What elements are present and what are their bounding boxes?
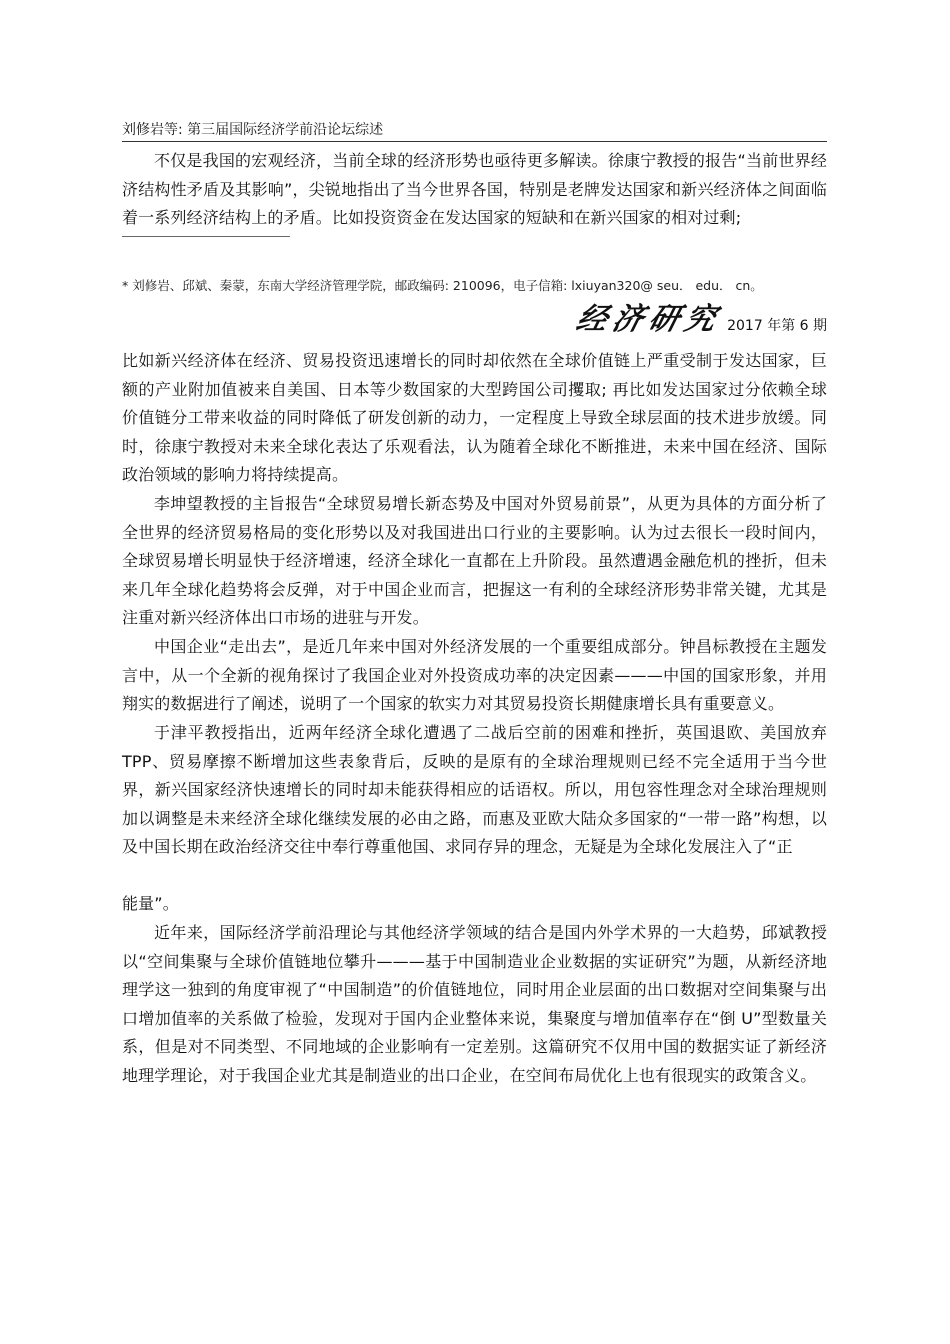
body-paragraph-4-tail: 能量”。 [122, 894, 179, 913]
footnote: * 刘修岩、邱斌、秦蒙，东南大学经济管理学院，邮政编码: 210096，电子信箱: lxiuyan320@ seu． edu． cn。 [122, 278, 763, 293]
journal-logo: 经济研究 [572, 302, 726, 337]
issue-number: 2017 年第 6 期 [727, 318, 827, 334]
body-paragraph-4: 于津平教授指出，近两年经济全球化遭遇了二战后空前的困难和挫折，英国退欧、美国放弃 TPP、贸易摩擦不断增加这些表象背后，反映的是原有的全球治理规则已经不完全适用于当今世界，新兴国家经济快速增长的同时却未能获得相应的话语权。所以，用包容性理念对全球治理规则加以调整是未来经济全球化继续发展的必由之路，而惠及亚欧大陆众多国家的“一带一路”构想，以及中国长期在政治经济交往中奉行尊重他国、求同存异的理念，无疑是为全球化发展注入了“正 [122, 723, 827, 857]
top-paragraph: 不仅是我国的宏观经济，当前全球的经济形势也亟待更多解读。徐康宁教授的报告“当前世界经济结构性矛盾及其影响”，尖锐地指出了当今世界各国，特别是老牌发达国家和新兴经济体之间面临着一系列经济结构上的矛盾。比如投资资金在发达国家的短缺和在新兴国家的相对过剩; [122, 151, 827, 228]
header-rule [122, 141, 827, 142]
body-paragraph-2: 李坤望教授的主旨报告“全球贸易增长新态势及中国对外贸易前景”，从更为具体的方面分析了全世界的经济贸易格局的变化形势以及对我国进出口行业的主要影响。认为过去很长一段时间内，全球贸易增长明显快于经济增速，经济全球化一直都在上升阶段。虽然遭遇金融危机的挫折，但未来几年全球化趋势将会反弹，对于中国企业而言，把握这一有利的全球经济形势非常关键，尤其是注重对新兴经济体出口市场的进驻与开发。 [122, 494, 827, 628]
body-paragraph-3: 中国企业“走出去”，是近几年来中国对外经济发展的一个重要组成部分。钟昌标教授在主题发言中，从一个全新的视角探讨了我国企业对外投资成功率的决定因素———中国的国家形象，并用翔实的数据进行了阐述，说明了一个国家的软实力对其贸易投资长期健康增长具有重要意义。 [122, 637, 827, 714]
masthead [572, 298, 827, 338]
body-paragraph-1: 比如新兴经济体在经济、贸易投资迅速增长的同时却依然在全球价值链上严重受制于发达国家，巨额的产业附加值被来自美国、日本等少数国家的大型跨国公司攫取; 再比如发达国家过分依赖全球价值链分工带来收益的同时降低了研发创新的动力，一定程度上导致全球层面的技术进步放缓。同时，徐康宁教授对未来全球化表达了乐观看法，认为随着全球化不断推进，未来中国在经济、国际政治领域的影响力将持续提高。 [122, 351, 827, 485]
running-header: 刘修岩等: 第三届国际经济学前沿论坛综述 [122, 122, 384, 138]
body-paragraph-5: 近年来，国际经济学前沿理论与其他经济学领域的结合是国内外学术界的一大趋势，邱斌教授以“空间集聚与全球价值链地位攀升———基于中国制造业企业数据的实证研究”为题，从新经济地理学这一独到的角度审视了“中国制造”的价值链地位，同时用企业层面的出口数据对空间集聚与出口增加值率的关系做了检验，发现对于国内企业整体来说，集聚度与增加值率存在“倒 U”型数量关系，但是对不同类型、不同地域的企业影响有一定差别。这篇研究不仅用中国的数据实证了新经济地理学理论，对于我国企业尤其是制造业的出口企业，在空间布局优化上也有很现实的政策含义。 [122, 923, 827, 1085]
footnote-rule [122, 236, 290, 237]
